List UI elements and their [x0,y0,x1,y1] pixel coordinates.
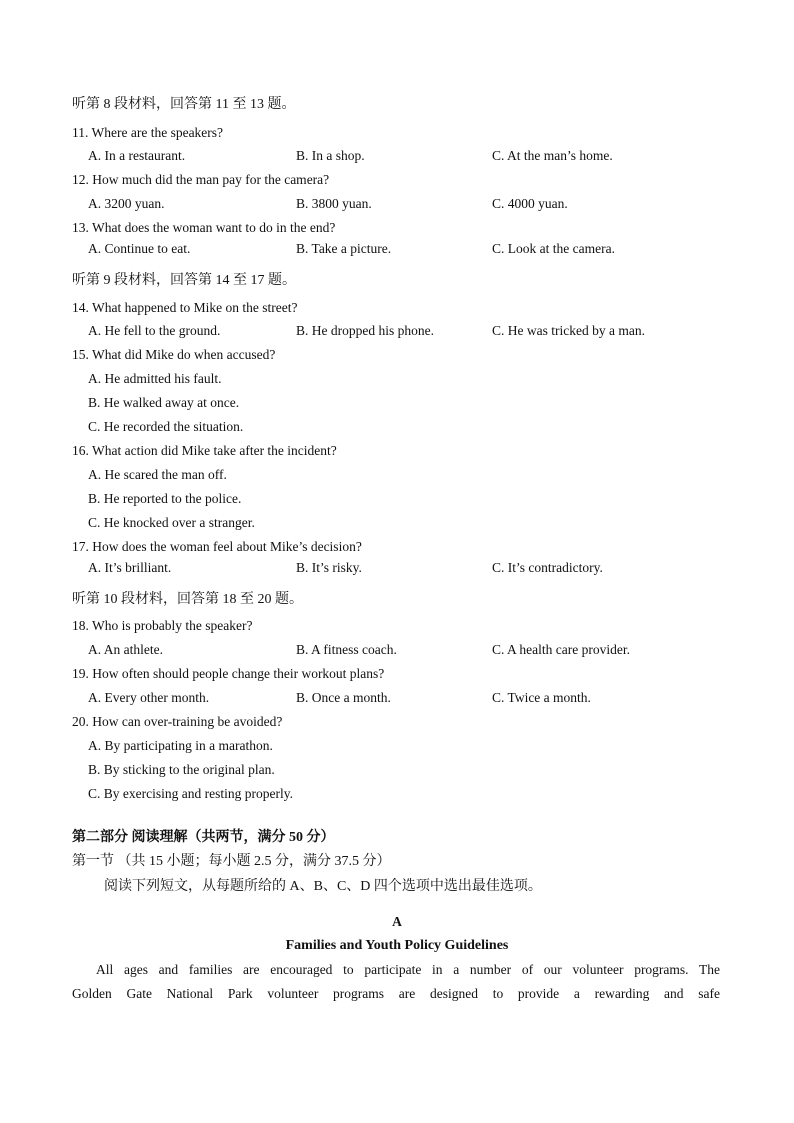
section10-header: 听第 10 段材料，回答第 18 至 20 题。 [72,592,303,607]
q14-option-b: B. He dropped his phone. [296,323,434,338]
section1-title: 第一节 （共 15 小题；每小题 2.5 分，满分 37.5 分） [72,854,391,869]
q19-option-b: B. Once a month. [296,690,391,705]
q12-option-c: C. 4000 yuan. [492,196,568,211]
passage-letter: A [392,914,402,929]
q20-option-b: B. By sticking to the original plan. [88,762,275,777]
q20-option-c: C. By exercising and resting properly. [88,786,293,801]
q13-option-c: C. Look at the camera. [492,241,615,256]
q15-option-c: C. He recorded the situation. [88,419,244,434]
q20-stem: 20. How can over-training be avoided? [72,714,283,729]
part2-title: 第二部分 阅读理解（共两节，满分 50 分） [72,830,335,845]
passage-paragraph [72,958,720,1006]
q13-stem: 13. What does the woman want to do in the end? [72,220,336,235]
q16-option-a: A. He scared the man off. [88,467,227,482]
q11-stem: 11. Where are the speakers? [72,125,224,140]
section9-header: 听第 9 段材料，回答第 14 至 17 题。 [72,273,296,288]
q18-option-a: A. An athlete. [88,642,163,657]
q11-option-a: A. In a restaurant. [88,148,186,163]
q16-option-c: C. He knocked over a stranger. [88,515,255,530]
q12-stem: 12. How much did the man pay for the camera? [72,172,330,187]
q18-stem: 18. Who is probably the speaker? [72,618,253,633]
q18-option-c: C. A health care provider. [492,642,630,657]
q18-option-b: B. A fitness coach. [296,642,397,657]
q13-option-b: B. Take a picture. [296,241,392,256]
q11-option-c: C. At the man’s home. [492,148,613,163]
q12-option-b: B. 3800 yuan. [296,196,372,211]
q17-stem: 17. How does the woman feel about Mike’s decision? [72,539,362,554]
q14-option-c: C. He was tricked by a man. [492,323,645,338]
q20-option-a: A. By participating in a marathon. [88,738,273,753]
q19-option-a: A. Every other month. [88,690,210,705]
q17-option-c: C. It’s contradictory. [492,560,603,575]
q19-stem: 19. How often should people change their workout plans? [72,666,385,681]
q15-stem: 15. What did Mike do when accused? [72,347,276,362]
q13-option-a: A. Continue to eat. [88,241,191,256]
q17-option-a: A. It’s brilliant. [88,560,172,575]
q12-option-a: A. 3200 yuan. [88,196,165,211]
passage-line-2: Golden Gate National Park volunteer programs are designed to provide a rewarding and safe [72,986,720,1001]
q11-option-b: B. In a shop. [296,148,365,163]
q15-option-b: B. He walked away at once. [88,395,240,410]
q17-option-b: B. It’s risky. [296,560,362,575]
reading-instructions: 阅读下列短文，从每题所给的 A、B、C、D 四个选项中选出最佳选项。 [104,879,542,894]
q14-stem: 14. What happened to Mike on the street? [72,300,298,315]
q15-option-a: A. He admitted his fault. [88,371,222,386]
q16-option-b: B. He reported to the police. [88,491,242,506]
passage-title: Families and Youth Policy Guidelines [285,938,509,953]
q14-option-a: A. He fell to the ground. [88,323,221,338]
section8-header: 听第 8 段材料，回答第 11 至 13 题。 [72,97,296,112]
passage-line-1: All ages and families are encouraged to participate in a number of our volunteer programs. The [96,962,720,977]
q19-option-c: C. Twice a month. [492,690,591,705]
q16-stem: 16. What action did Mike take after the incident? [72,443,337,458]
